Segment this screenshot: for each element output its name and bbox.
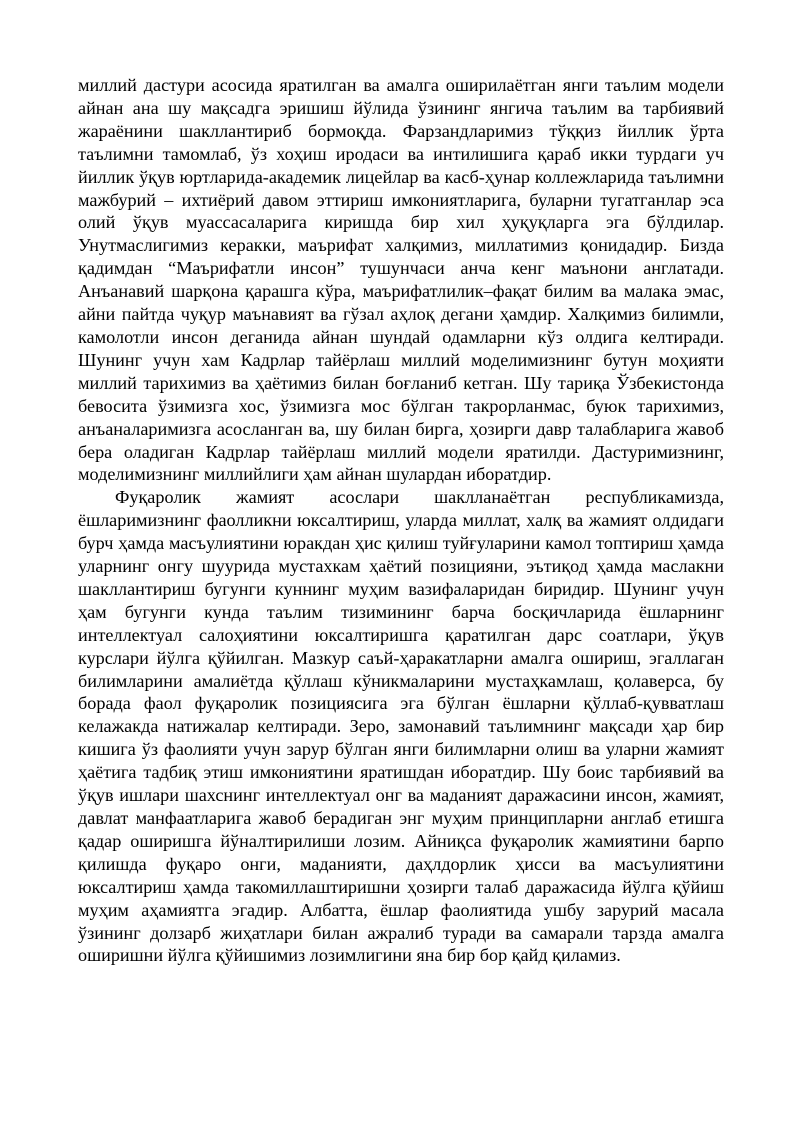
paragraph-civil-society: Фуқаролик жамият асослари шаклланаётган республикамизда, ёшларимизнинг фаолликни юксалтириш, уларда миллат, халқ ва жамият олдидаги бурч ҳамда масъулиятини юракдан ҳис қилиш туйғуларини камол топтириш ҳамда уларнинг онгу шуурида мустахкам ҳаётий позицияни, эътиқод ҳамда маслакни шакллантириш бугунги куннинг муҳим вазифаларидан биридир. Шунинг учун ҳам бугунги кунда таълим тизимининг барча босқичларида ёшларнинг интеллектуал салоҳиятини юксалтиришга қаратилган дарс соатлари, ўқув курслари йўлга қўйилган. Мазкур саъй-ҳаракатларни амалга ошириш, эгаллаган билимларини амалиётда қўллаш кўникмаларини мустаҳкамлаш, қолаверса, бу борада фаол фуқаролик позициясига эга бўлган ёшларни қўллаб-қувватлаш келажакда натижалар келтиради. Зеро, замонавий таълимнинг мақсади ҳар бир кишига ўз фаолияти учун зарур бўлган янги билимларни олиш ва уларни жамият ҳаётига тадбиқ этиш имкониятини яратишдан иборатдир. Шу боис тарбиявий ва ўқув ишлари шахснинг интеллектуал онг ва маданият даражасини инсон, жамият, давлат манфаатларига жавоб берадиган энг муҳим принципларни англаб етишга қадар оширишга йўналтирилиши лозим. Айниқса фуқаролик жамиятини барпо қилишда фуқаро онги, маданияти, даҳлдорлик ҳисси ва масъулиятини юксалтириш ҳамда такомиллаштиришни ҳозирги талаб даражасида йўлга қўйиш муҳим аҳамиятга эгадир. Албатта, ёшлар фаолиятида ушбу зарурий масала ўзининг долзарб жиҳатлари билан ажралиб туради ва самарали тарзда амалга оширишни йўлга қўйишимиз лозимлигини яна бир бор қайд қиламиз. (78, 487, 724, 966)
paragraph-continuation: миллий дастури асосида яратилган ва амалга оширилаётган янги таълим модели айнан ана шу мақсадга эришиш йўлида ўзининг янгича таълим ва тарбиявий жараёнини шакллантириб бормоқда. Фарзандларимиз тўққиз йиллик ўрта таълимни тамомлаб, ўз хоҳиш иродаси ва интилишига қараб икки турдаги уч йиллик ўқув юртларида-академик лицейлар ва касб-ҳунар коллежларида таълимни мажбурий – ихтиёрий давом эттириш имкониятларига, буларни тугатганлар эса олий ўқув муассасаларига киришда бир хил ҳуқуқларга эга бўлдилар. Унутмаслигимиз керакки, маърифат халқимиз, миллатимиз қонидадир. Бизда қадимдан “Маърифатли инсон” тушунчаси анча кенг маънони англатади. Анъанавий шарқона қарашга кўра, маърифатлилик–фақат билим ва малака эмас, айни пайтда чуқур маънавият ва гўзал аҳлоқ дегани ҳамдир. Халқимиз билимли, камолотли инсон деганида айнан шундай одамларни кўз олдига келтиради. Шунинг учун хам Кадрлар тайёрлаш миллий моделимизнинг бутун моҳияти миллий тарихимиз ва ҳаётимиз билан боғланиб кетган. Шу тариқа Ўзбекистонда бевосита ўзимизга хос, ўзимизга мос бўлган такрорланмас, буюк тарихимиз, анъаналаримизга асосланган ва, шу билан бирга, ҳозирги давр талабларига жавоб бера оладиган Кадрлар тайёрлаш миллий модели яратилди. Дастуримизнинг, моделимизнинг миллийлиги ҳам айнан шулардан иборатдир. (78, 75, 724, 485)
document-page (78, 74, 724, 967)
